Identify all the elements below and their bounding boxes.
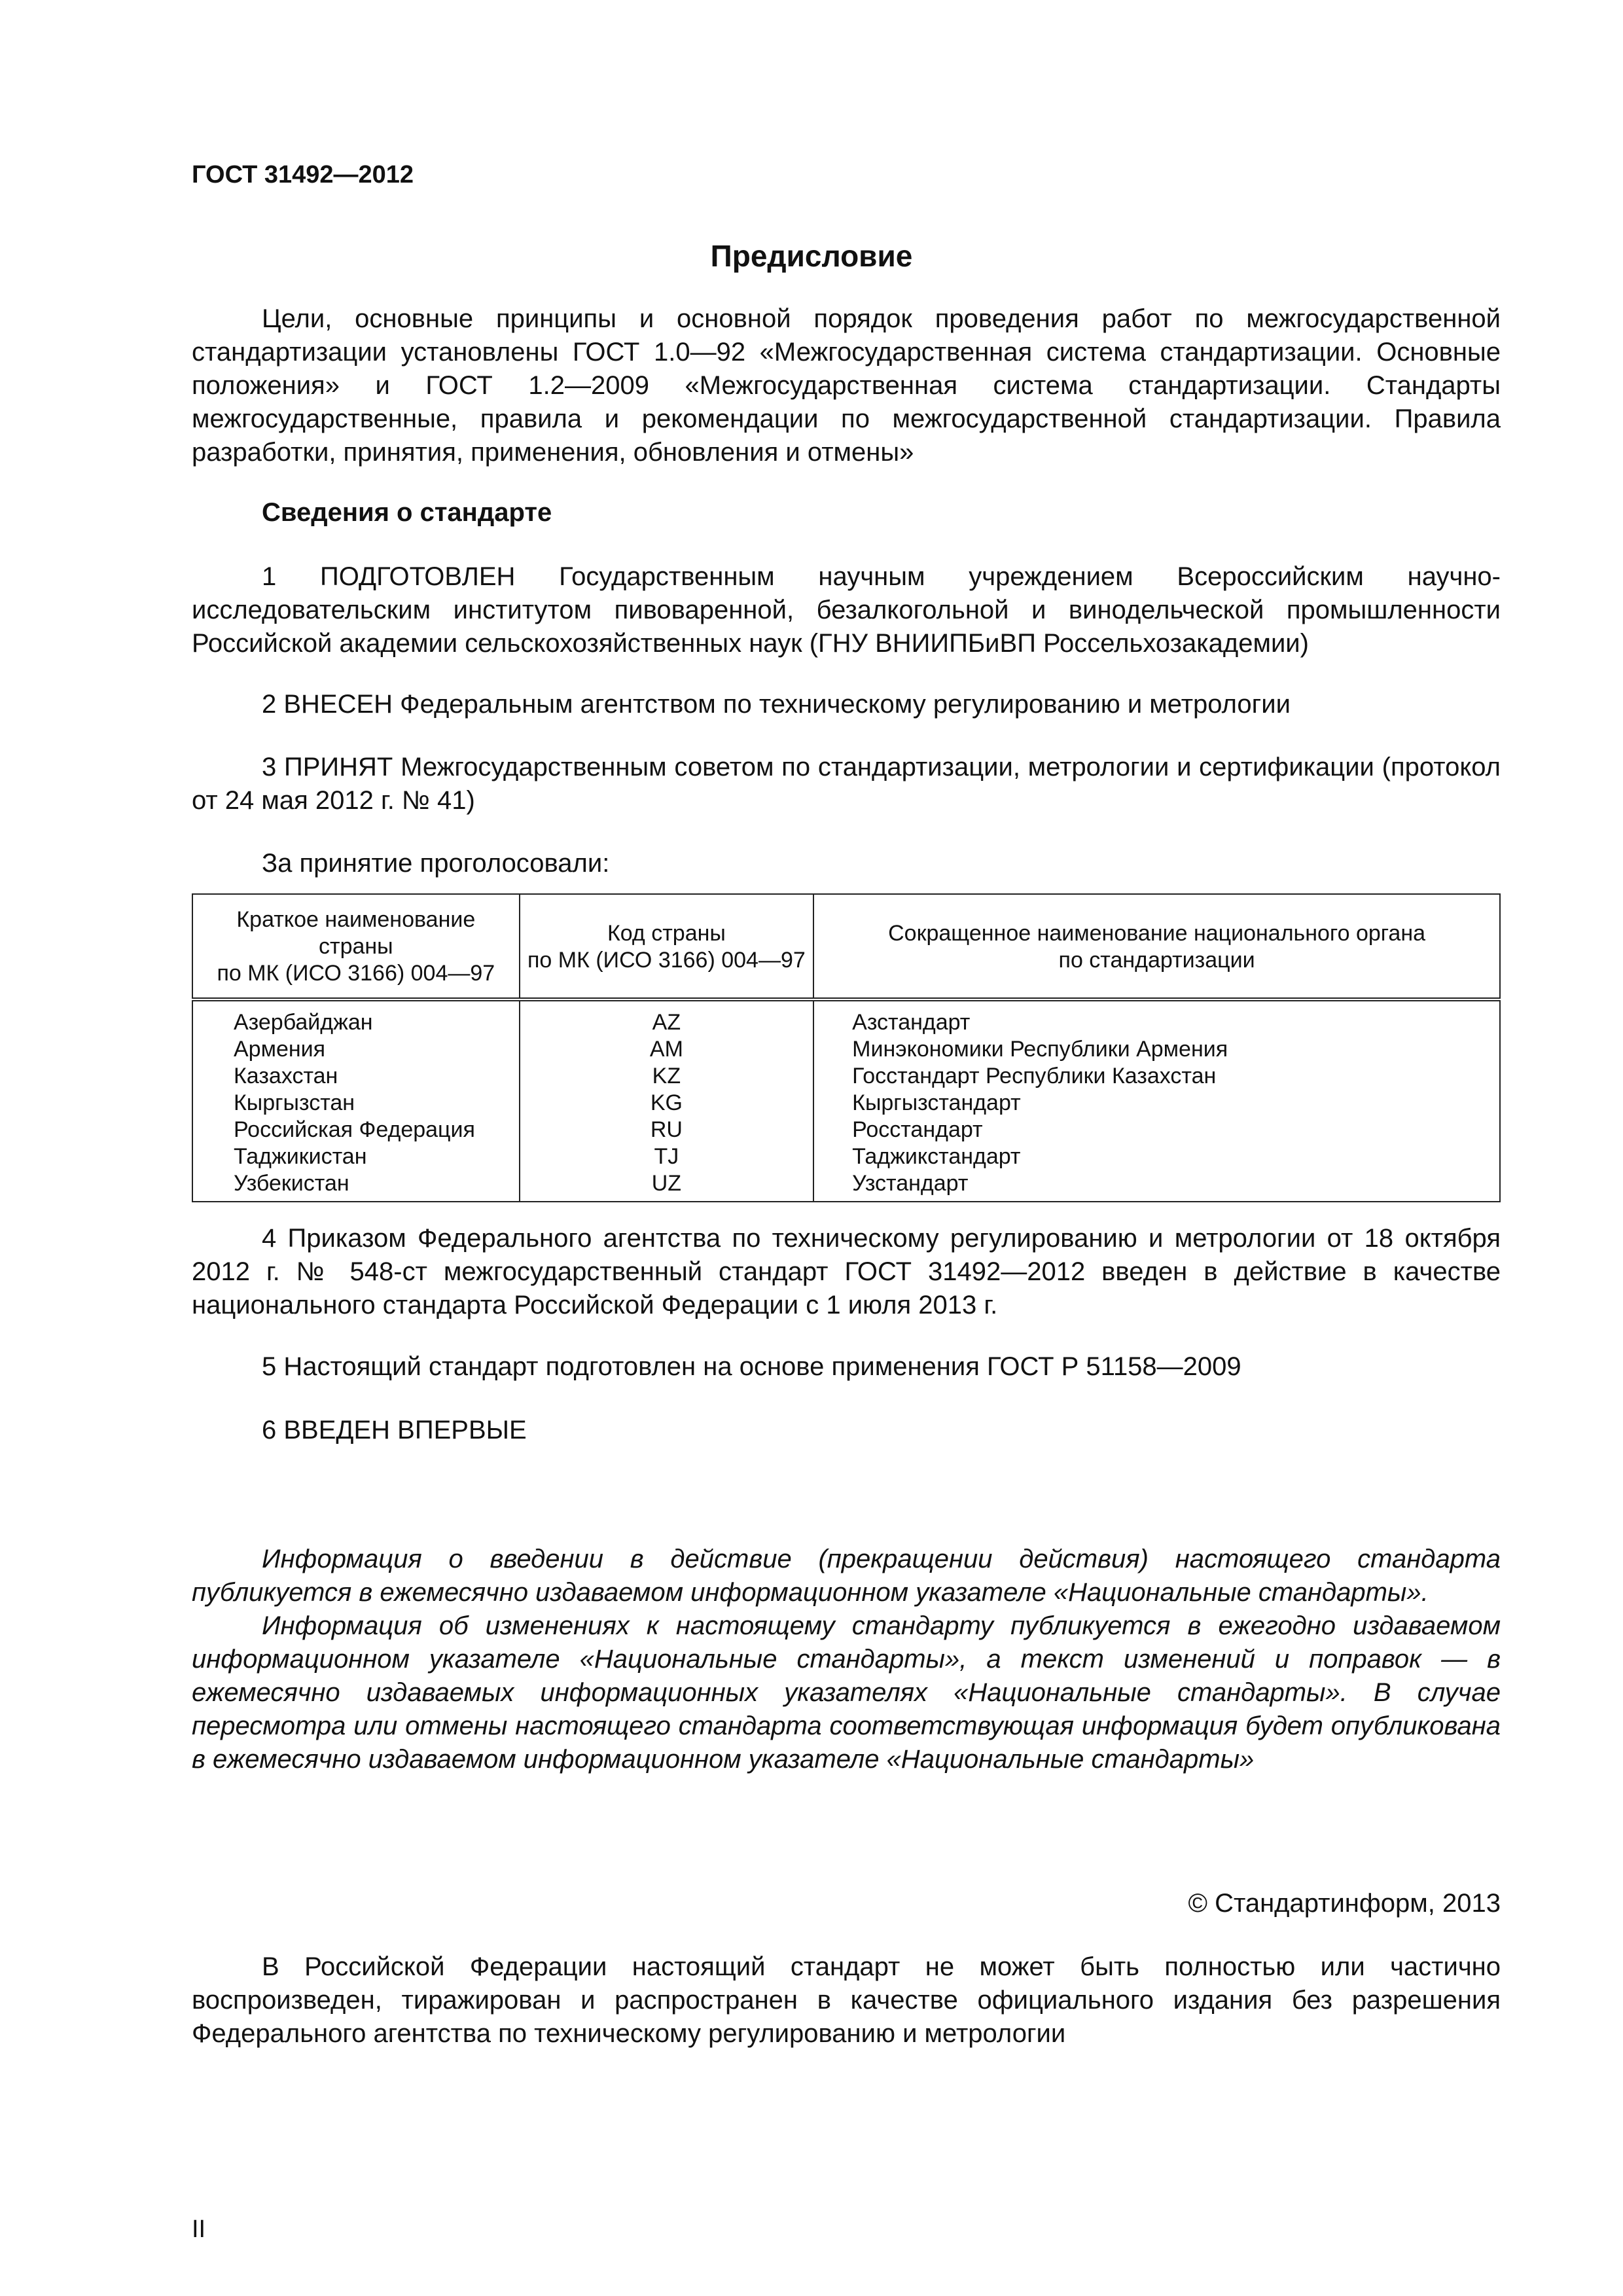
code-cell: KG: [520, 1090, 813, 1117]
table-row: [192, 1063, 1500, 1090]
body-cell: Азстандарт: [813, 999, 1500, 1036]
body-cell: Кыргызстандарт: [813, 1090, 1500, 1117]
item-2-block: [192, 688, 1501, 721]
table-row: [192, 1090, 1500, 1117]
vote-intro-block: [192, 847, 1501, 880]
body-cell: Росстандарт: [813, 1117, 1500, 1143]
item-4-paragraph: 4 Приказом Федерального агентства по техническому регулированию и метрологии от 18 октября 2012 г. № 548-ст межгосударственный стандарт ГОСТ 31492—2012 введен в действие в качестве национального стандарта Российской Федерации с 1 июля 2013 г.: [192, 1224, 1501, 1319]
info-paragraph-2: Информация об изменениях к настоящему стандарту публикуется в ежегодно издаваемом информационном указателе «Национальные стандарты», а текст изменений и поправок — в ежемесячно издаваемых информационных указателях «Национальные стандарты». В случае пересмотра или отмены настоящего стандарта соответствующая информация будет опубликована в ежемесячно издаваемом информационном указателе «Национальные стандарты»: [192, 1611, 1501, 1774]
page-title: Предисловие: [710, 239, 913, 273]
item-2-paragraph: 2 ВНЕСЕН Федеральным агентством по техническому регулированию и метрологии: [262, 690, 1291, 719]
body-cell: Таджикстандарт: [813, 1143, 1500, 1170]
item-6-paragraph: 6 ВВЕДЕН ВПЕРВЫЕ: [262, 1416, 527, 1444]
copyright-line: © Стандартинформ, 2013: [1188, 1889, 1501, 1918]
body-cell: Узстандарт: [813, 1170, 1500, 1202]
table-header-body: [813, 894, 1500, 999]
document-code: ГОСТ 31492—2012: [192, 161, 414, 188]
item-6-block: [192, 1414, 1501, 1447]
section-heading: Сведения о стандарте: [262, 498, 552, 527]
table-row: [192, 1117, 1500, 1143]
intro-section: [192, 302, 1501, 469]
table-header-code: [520, 894, 813, 999]
table-header-country-line2: по МК (ИСО 3166) 004—97: [217, 961, 495, 986]
table-row: [192, 1143, 1500, 1170]
country-cell: Армения: [192, 1036, 520, 1063]
code-cell: TJ: [520, 1143, 813, 1170]
table-row: [192, 1036, 1500, 1063]
code-cell: AZ: [520, 999, 813, 1036]
item-5-block: [192, 1350, 1501, 1384]
item-1-block: [192, 560, 1501, 660]
table-header-body-line1: Сокращенное наименование национального органа: [888, 920, 1426, 946]
info-section: [192, 1543, 1501, 1776]
country-cell: Таджикистан: [192, 1143, 520, 1170]
body-cell: Минэкономики Республики Армения: [813, 1036, 1500, 1063]
table-header-body-line2: по стандартизации: [1058, 947, 1255, 973]
voting-table: [192, 893, 1501, 1202]
copyright-block: [192, 1887, 1501, 1920]
country-cell: Казахстан: [192, 1063, 520, 1090]
table-header-country-line1: Краткое наименование страны: [236, 907, 476, 959]
info-paragraph-1: Информация о введении в действие (прекращении действия) настоящего стандарта публикуется в ежемесячно издаваемом информационном указателе «Национальные стандарты».: [192, 1545, 1501, 1607]
item-1-paragraph: 1 ПОДГОТОВЛЕН Государственным научным учреждением Всероссийским научно-исследовательским институтом пивоваренной, безалкогольной и винодельческой промышленности Российской академии сельскохозяйственных наук (ГНУ ВНИИПБиВП Россельхозакадемии): [192, 562, 1501, 658]
item-5-paragraph: 5 Настоящий стандарт подготовлен на основе применения ГОСТ Р 51158—2009: [262, 1352, 1241, 1381]
item-3-paragraph: 3 ПРИНЯТ Межгосударственным советом по стандартизации, метрологии и сертификации (протокол от 24 мая 2012 г. № 41): [192, 753, 1501, 815]
table-header-code-line1: Код страны: [607, 920, 726, 946]
code-cell: RU: [520, 1117, 813, 1143]
intro-paragraph: Цели, основные принципы и основной порядок проведения работ по межгосударственной стандартизации установлены ГОСТ 1.0—92 «Межгосударственная система стандартизации. Основные положения» и ГОСТ 1.2—2009 «Межгосударственная система стандартизации. Стандарты межгосударственные, правила и рекомендации по межгосударственной стандартизации. Правила разработки, принятия, применения, обновления и отмены»: [192, 304, 1501, 467]
country-cell: Узбекистан: [192, 1170, 520, 1202]
item-4-block: [192, 1222, 1501, 1322]
country-cell: Российская Федерация: [192, 1117, 520, 1143]
code-cell: KZ: [520, 1063, 813, 1090]
code-cell: AM: [520, 1036, 813, 1063]
notice-paragraph: В Российской Федерации настоящий стандарт не может быть полностью или частично воспроизведен, тиражирован и распространен в качестве официального издания без разрешения Федерального агентства по техническому регулированию и метрологии: [192, 1952, 1501, 2048]
table-row: [192, 999, 1500, 1036]
table-header-code-line2: по МК (ИСО 3166) 004—97: [527, 947, 806, 973]
vote-intro: За принятие проголосовали:: [262, 849, 610, 878]
country-cell: Кыргызстан: [192, 1090, 520, 1117]
section-heading-block: [192, 496, 1501, 529]
notice-block: [192, 1950, 1501, 2051]
table-header-row: [192, 894, 1500, 999]
page-number: II: [192, 2215, 206, 2243]
item-3-block: [192, 751, 1501, 817]
table-header-country: [192, 894, 520, 999]
country-cell: Азербайджан: [192, 999, 520, 1036]
table-row: [192, 1170, 1500, 1202]
code-cell: UZ: [520, 1170, 813, 1202]
body-cell: Госстандарт Республики Казахстан: [813, 1063, 1500, 1090]
